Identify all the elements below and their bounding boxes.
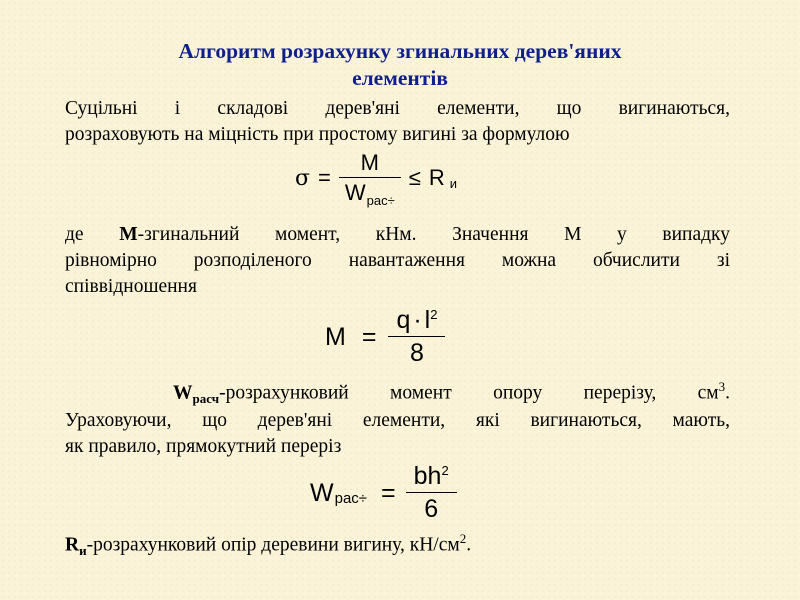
fraction-numerator [388,306,445,336]
q-symbol: q [396,306,411,334]
w-lhs: W [310,478,334,507]
modulus-line-1-end: . [725,382,730,404]
l-symbol: l [424,306,431,334]
cm-exponent: 3 [718,379,726,394]
m-lhs: M [325,322,346,351]
bh-symbol: bh [413,462,442,490]
r-subscript: и [449,175,457,191]
fraction-denominator: 6 [424,495,439,523]
r-bold-subscript: и [79,542,87,558]
intro-paragraph [65,96,730,148]
intro-line-2: розраховують на міцність при простому вигині за формулою [65,124,570,145]
moment-line-2: рівномірно розподіленого навантаження можна обчислити зі [65,250,730,271]
resistance-paragraph [65,526,730,560]
equals-sign: = [361,322,377,351]
fraction-numerator: M [360,150,379,175]
moment-fraction [339,150,401,206]
cm-exponent: 2 [459,531,467,546]
w-symbol: W [344,180,366,205]
equals-sign: = [381,478,396,507]
modulus-line-1-rest: -розрахунковий момент опору перерізу, см [219,382,719,404]
moment-formula [325,306,445,368]
sigma-symbol: σ [295,165,311,191]
resistance-text: -розрахунковий опір деревини вигину, кН/см [86,534,460,556]
l-exponent: 2 [430,307,438,322]
modulus-line-1 [65,374,730,408]
slide-title [60,38,740,92]
resistance-line [65,526,730,560]
intro-line-1: Суцільні і складові дерев'яні елементи, що вигинаються, [65,98,730,119]
moment-line-1-rest: -згинальний момент, кНм. Значення М у випадку [137,224,730,245]
bh-fraction [406,462,457,524]
dot-symbol: · [413,306,422,334]
moment-line-1 [65,222,730,248]
moment-paragraph [65,222,730,300]
load-fraction [388,306,445,368]
m-bold: М [119,224,138,245]
w-bold-subscript: расч [192,390,220,406]
fraction-numerator [406,462,457,492]
title-line-2: елементів [352,66,448,90]
less-equal-sign: ≤ [408,165,421,190]
modulus-line-2: Ураховуючи, що дерев'яні елементи, які вигинаються, мають, [65,409,730,431]
equals-sign: = [318,165,331,190]
section-modulus-paragraph [65,374,730,460]
w-bold: W [173,382,193,404]
title-line-1: Алгоритм розрахунку згинальних дерев'яних [178,39,622,63]
modulus-line-3: як правило, прямокутний переріз [65,435,342,457]
w-lhs-subscript: рас÷ [334,489,368,507]
h-exponent: 2 [441,463,449,478]
fraction-denominator [339,178,401,206]
r-symbol: R [428,165,445,190]
stress-formula [295,150,457,206]
de-word: де [65,224,120,245]
resistance-end: . [466,534,472,556]
w-subscript: рас÷ [366,193,395,208]
fraction-denominator: 8 [410,339,424,367]
moment-line-3: співвідношення [65,276,197,297]
section-modulus-formula [310,462,457,524]
r-bold: R [65,534,80,556]
